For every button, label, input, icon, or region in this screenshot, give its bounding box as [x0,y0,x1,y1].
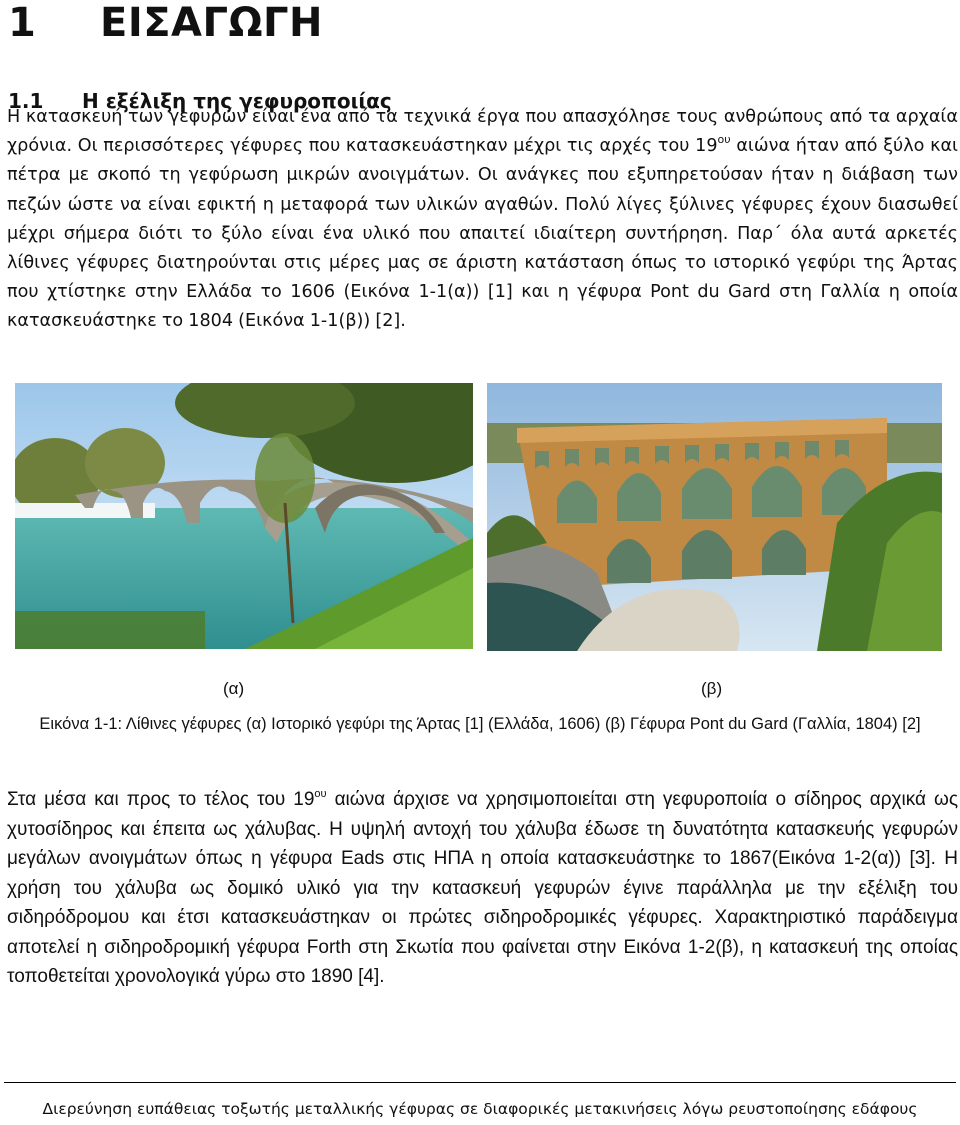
superscript: ου [717,133,731,147]
paragraph-text: αιώνα ήταν από ξύλο και πέτρα με σκοπό τη γεφύρωση μικρών ανοιγμάτων. Οι ανάγκες που εξυπηρετούσαν ήταν η διάβαση των πεζών ώστε να είναι εφικτή η μεταφορά των υλικών αγαθών. Πολύ λίγες ξύλινες γέφυρες έχουν διασωθεί μέχρι σήμερα διότι το ξύλο είναι ένα υλικό που απαιτεί ιδιαίτερη συντήρηση. Παρ΄ όλα αυτά αρκετές λίθινες γέφυρες διατηρούνται στις μέρες μας σε άριστη κατάσταση όπως το ιστορικό γεφύρι της Άρτας που χτίστηκε στην Ελλάδα το 1606 (Εικόνα 1-1(α)) [1] και η γέφυρα Pont du Gard στη Γαλλία η οποία κατασκευάστηκε το 1804 (Εικόνα 1-1(β)) [2]. [7,136,958,332]
chapter-number: 1 [8,0,37,46]
paragraph-text: Η κατασκευή των γεφυρών είναι ένα από τα τεχνικά έργα που απασχόλησε τους ανθρώπους από τα αρχαία χρόνια. Οι περισσότερες γέφυρες που κατασκευάστηκαν μέχρι τις αρχές του 19 [7,107,958,157]
chapter-title: ΕΙΣΑΓΩΓΗ [100,0,323,46]
arta-bridge-photo [15,383,473,649]
page-footer: Διερεύνηση ευπάθειας τοξωτής μεταλλικής γέφυρας σε διαφορικές μετακινήσεις λόγω ρευστοποίησης εδάφους [42,1100,918,1118]
chapter-heading [8,0,323,46]
paragraph-text: αιώνα άρχισε να χρησιμοποιείται στη γεφυροποιία ο σίδηρος αρχικά ως χυτοσίδηρος και έπειτα ως χάλυβας. Η υψηλή αντοχή του χάλυβα έδωσε τη δυνατότητα κατασκευής γεφυρών μεγάλων ανοιγμάτων όπως η γέφυρα Eads στις ΗΠΑ η οποία κατασκευάστηκε το 1867(Εικόνα 1-2(α)) [3]. Η χρήση του χάλυβα ως δομικό υλικό για την κατασκευή γεφυρών έγινε παράλληλα με την εξέλιξη του σιδηρόδρομου και έτσι κατασκευάστηκαν οι πρώτες σιδηροδρομικές γέφυρες. Χαρακτηριστικό παράδειγμα αποτελεί η σιδηροδρομική γέφυρα Forth στη Σκωτία που φαίνεται στην Εικόνα 1-2(β), η κατασκευή της οποίας τοποθετείται χρονολογικά γύρω στο 1890 [4]. [7,789,959,987]
intro-paragraph [7,103,958,337]
steel-bridges-paragraph [7,785,958,992]
pont-du-gard-photo [487,383,942,651]
paragraph-text: Στα μέσα και προς το τέλος του 19 [7,789,315,810]
figure-caption: Εικόνα 1-1: Λίθινες γέφυρες (α) Ιστορικό γεφύρι της Άρτας [1] (Ελλάδα, 1606) (β) Γέφυρα Pont du Gard (Γαλλία, 1804) [2] [39,715,921,733]
subfigure-label-b: (β) [701,679,723,698]
section-number: 1.1 [8,89,44,113]
subfigure-label-a: (α) [223,679,245,698]
section-title: Η εξέλιξη της γεφυροποιίας [82,89,392,113]
superscript: ου [314,788,327,800]
footer-divider [4,1082,956,1083]
